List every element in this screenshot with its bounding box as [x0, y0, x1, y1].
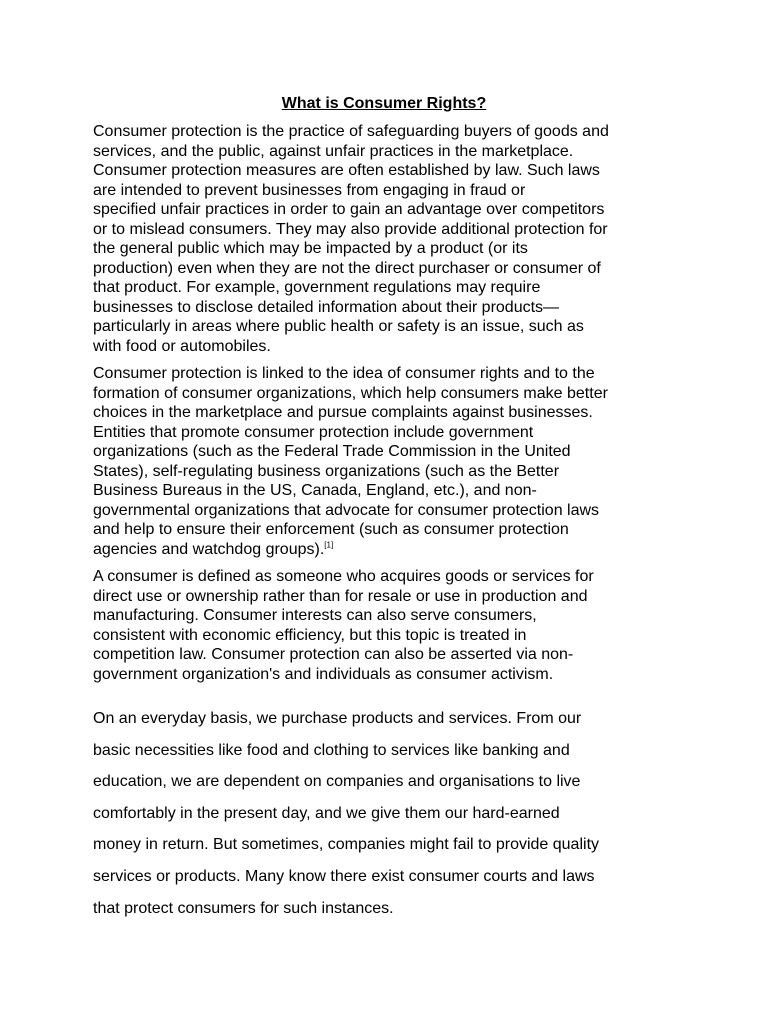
paragraph-everyday-basis: On an everyday basis, we purchase products and services. From our basic necessities like food and clothing to services like banking and education, we are dependent on companies and organisations to live comfortably in the present day, and we give them our hard-earned money in return. But sometimes, companies might fail to provide quality services or products. Many know there exist consumer courts and laws that protect consumers for such instances.: [93, 710, 600, 917]
citation-link[interactable]: [1]: [324, 540, 334, 550]
document-title: What is Consumer Rights?: [281, 95, 487, 112]
paragraph-consumer-protection-definition: Consumer protection is the practice of safeguarding buyers of goods and services, and the public, against unfair practices in the marketplace. Consumer protection measures are often established by law. Such laws are intended to prevent businesses from engaging in fraud or specified unfair practices in order to gain an advantage over competitors or to mislead consumers. They may also provide additional protection for the general public which may be impacted by a product (or its production) even when they are not the direct purchaser or consumer of that product. For example, government regulations may require businesses to disclose detailed information about their products— particularly in areas where public health or safety is an issue, such as with food or automobiles.: [93, 123, 609, 355]
paragraph-2-text: Consumer protection is linked to the idea of consumer rights and to the formation of consumer organizations, which help consumers make better choices in the marketplace and pursue complaints against businesses. Entities that promote consumer protection include government organizations (such as the Federal Trade Commission in the United States), self-regulating business organizations (such as the Better Business Bureaus in the US, Canada, England, etc.), and non- governmental organizations that advocate for consumer protection laws and help to ensure their enforcement (such as consumer protection agencies and watchdog groups).: [93, 365, 608, 558]
paragraph-consumer-rights-organizations: [93, 364, 693, 559]
paragraph-consumer-definition: A consumer is defined as someone who acquires goods or services for direct use or ownership rather than for resale or use in production and manufacturing. Consumer interests can also serve consumers, consistent with economic efficiency, but this topic is treated in competition law. Consumer protection can also be asserted via non- government organization's and individuals as consumer activism.: [93, 568, 594, 683]
